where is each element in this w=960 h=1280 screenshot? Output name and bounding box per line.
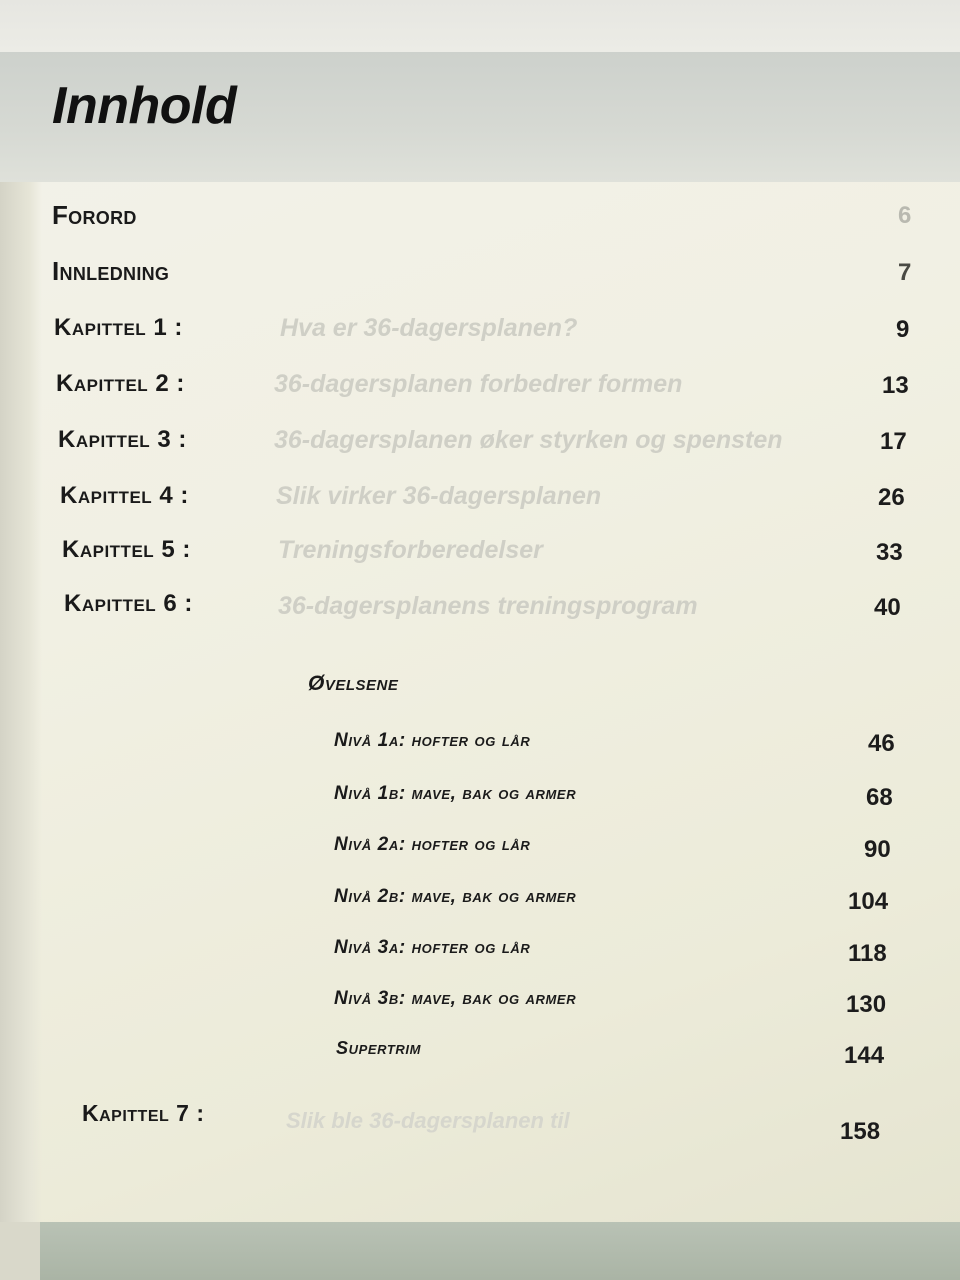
page-title: Innhold	[52, 77, 237, 135]
top-strip	[0, 0, 960, 52]
toc-page-number: 118	[848, 940, 887, 967]
toc-label: Forord	[52, 200, 137, 230]
exercise-label: Nivå 2a: hofter og lår	[334, 834, 531, 855]
chapter-title: Treningsforberedelser	[278, 536, 543, 564]
chapter-title: Slik virker 36-dagersplanen	[276, 482, 602, 510]
chapter-title: Slik ble 36-dagersplanen til	[286, 1108, 570, 1133]
chapter-title: 36-dagersplanen øker styrken og spensten	[274, 426, 783, 454]
toc-page-number: 46	[868, 730, 895, 757]
toc-page-number: 40	[874, 594, 901, 621]
exercise-label: Supertrim	[336, 1038, 422, 1058]
toc-page-number: 130	[846, 991, 887, 1018]
toc-page-number: 158	[840, 1118, 881, 1145]
exercise-label: Nivå 3b: mave, bak og armer	[334, 988, 577, 1009]
chapter-label: Kapittel 4 :	[60, 482, 189, 509]
toc-page-number: 6	[898, 202, 912, 229]
exercise-label: Nivå 2b: mave, bak og armer	[334, 886, 577, 907]
toc-page-number: 33	[876, 539, 903, 566]
toc-page-number: 9	[896, 316, 910, 343]
toc-page-number: 17	[880, 428, 907, 455]
toc-page-number: 13	[882, 372, 909, 399]
chapter-label: Kapittel 6 :	[64, 590, 193, 617]
chapter-title: 36-dagersplanen forbedrer formen	[274, 370, 683, 398]
toc-page-number: 104	[848, 888, 889, 915]
toc-page-number: 90	[864, 836, 891, 863]
exercise-label: Nivå 3a: hofter og lår	[334, 937, 531, 958]
toc-label: Innledning	[52, 256, 170, 286]
chapter-label: Kapittel 3 :	[58, 426, 187, 453]
exercises-heading: Øvelsene	[308, 672, 399, 695]
toc-page-number: 144	[844, 1042, 885, 1069]
toc-page-number: 7	[898, 259, 912, 286]
chapter-title: Hva er 36-dagersplanen?	[280, 314, 578, 342]
exercise-label: Nivå 1a: hofter og lår	[334, 730, 531, 751]
bottom-color-band	[40, 1222, 960, 1280]
exercise-label: Nivå 1b: mave, bak og armer	[334, 783, 577, 804]
chapter-label: Kapittel 1 :	[54, 314, 183, 341]
chapter-label: Kapittel 5 :	[62, 536, 191, 563]
chapter-label: Kapittel 7 :	[82, 1100, 205, 1126]
toc-page-number: 26	[878, 484, 905, 511]
adjacent-page-edge	[0, 182, 42, 1222]
toc-page-number: 68	[866, 784, 893, 811]
chapter-label: Kapittel 2 :	[56, 370, 185, 397]
chapter-title: 36-dagersplanens treningsprogram	[278, 592, 698, 620]
adjacent-page-corner	[0, 1222, 40, 1280]
